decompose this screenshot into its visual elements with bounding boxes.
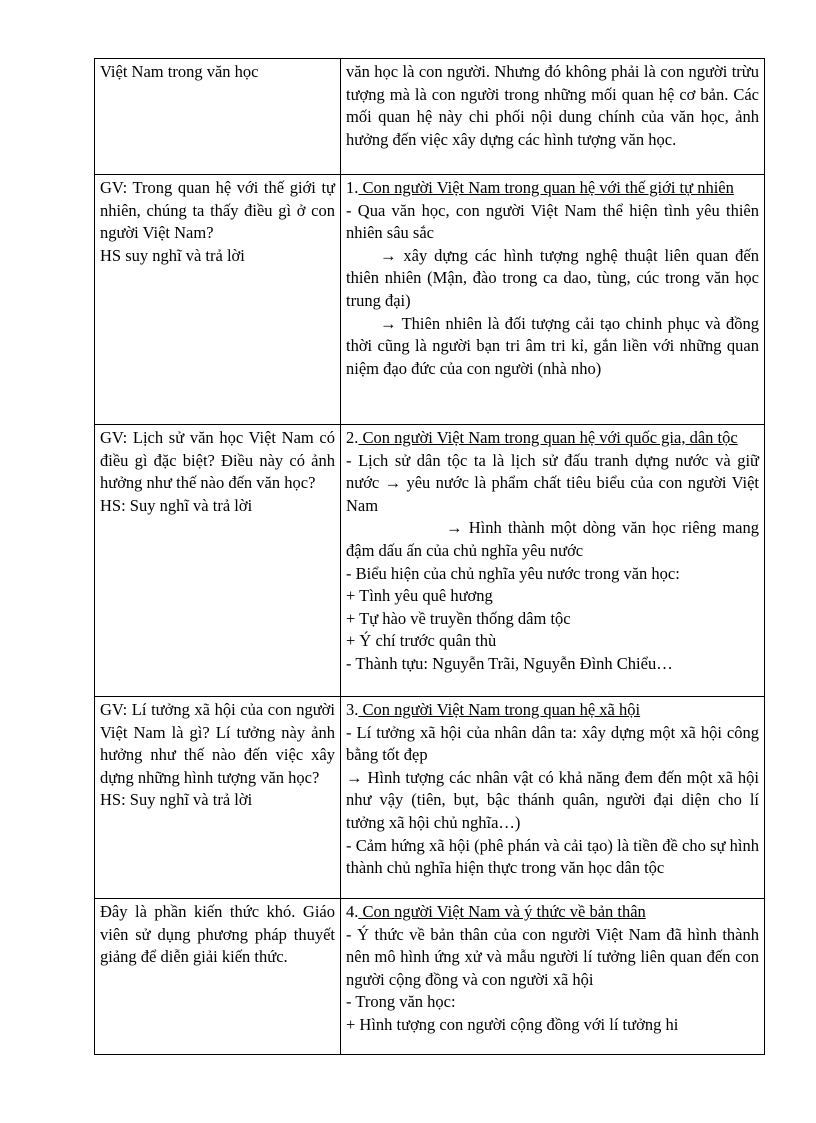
content-paragraph: - Qua văn học, con người Việt Nam thể hiện tình yêu thiên nhiên sâu sắc (346, 200, 759, 243)
content-cell (341, 899, 765, 1055)
activity-response: HS: Suy nghĩ và trả lời (100, 790, 253, 810)
activity-response: HS: Suy nghĩ và trả lời (100, 495, 253, 515)
content-paragraph: + Tự hào về truyền thống dâm tộc (346, 608, 571, 628)
section-heading (346, 427, 759, 450)
content-paragraph: - Cảm hứng xã hội (phê phán và cải tạo) là tiền đề cho sự hình thành chủ nghĩa hiện thực trong văn học dân tộc (346, 835, 759, 878)
activity-question: GV: Trong quan hệ với thế giới tự nhiên, chúng ta thấy điều gì ở con người Việt Nam? (100, 178, 335, 243)
content-paragraph: - Thành tựu: Nguyễn Trãi, Nguyễn Đình Chiểu… (346, 653, 673, 673)
table-row (95, 425, 765, 697)
section-title: Con người Việt Nam trong quan hệ với thế giới tự nhiên (358, 178, 734, 197)
content-paragraph: văn học là con người. Nhưng đó không phải là con người trừu tượng mà là con người trong những mối quan hệ cơ bản. Các mối quan hệ này chi phối nội dung chính của văn học, ảnh hưởng đến việc xây dựng các hình tượng văn học. (346, 62, 759, 149)
section-number: 2. (346, 428, 359, 447)
content-paragraph: → Thiên nhiên là đối tượng cải tạo chinh phục và đồng thời cũng là người bạn tri âm tri kỉ, gắn liền với những quan niệm đạo đức của con người (nhà nho) (346, 313, 759, 378)
table-row (95, 899, 765, 1055)
section-number: 3. (346, 700, 359, 719)
table-row (95, 59, 765, 175)
content-cell (341, 59, 765, 175)
section-title: Con người Việt Nam trong quan hệ với quốc gia, dân tộc (358, 428, 738, 447)
activity-note: Đây là phần kiến thức khó. Giáo viên sử dụng phương pháp thuyết giảng để diễn giải kiến thức. (100, 902, 335, 967)
teacher-activity-cell (95, 175, 341, 425)
section-title: Con người Việt Nam và ý thức về bản thân (358, 902, 646, 921)
lesson-table (94, 58, 765, 1055)
content-paragraph: - Ý thức về bản thân của con người Việt Nam đã hình thành nên mô hình ứng xử và mẫu người lí tưởng liên quan đến con người cộng đồng và con người xã hội (346, 924, 759, 989)
teacher-activity-cell (95, 59, 341, 175)
content-paragraph: - Trong văn học: (346, 992, 456, 1012)
section-heading (346, 901, 759, 924)
activity-question: GV: Lí tưởng xã hội của con người Việt Nam là gì? Lí tưởng này ảnh hưởng như thế nào đến việc xây dựng những hình tượng văn học? (100, 700, 335, 787)
content-paragraph: - Lí tưởng xã hội của nhân dân ta: xây dựng một xã hội công bằng tốt đẹp (346, 722, 759, 765)
section-number: 1. (346, 178, 359, 197)
content-cell (341, 425, 765, 697)
content-paragraph: - Biểu hiện của chủ nghĩa yêu nước trong văn học: (346, 563, 680, 583)
content-paragraph: → xây dựng các hình tượng nghệ thuật liên quan đến thiên nhiên (Mận, đào trong ca dao, tùng, cúc trong văn học trung đại) (346, 245, 759, 310)
section-heading (346, 177, 759, 200)
section-heading (346, 699, 759, 722)
content-paragraph: - Lịch sử dân tộc ta là lịch sử đấu tranh dựng nước và giữ nước → yêu nước là phẩm chất tiêu biểu của con người Việt Nam (346, 450, 759, 515)
teacher-activity-cell (95, 425, 341, 697)
table-row (95, 697, 765, 899)
teacher-activity-cell (95, 899, 341, 1055)
section-number: 4. (346, 902, 359, 921)
section-title: Con người Việt Nam trong quan hệ xã hội (358, 700, 641, 719)
table-row (95, 175, 765, 425)
content-paragraph: + Ý chí trước quân thù (346, 631, 497, 651)
activity-text: Việt Nam trong văn học (100, 62, 259, 81)
content-paragraph: → Hình tượng các nhân vật có khả năng đem đến một xã hội như vậy (tiên, bụt, bậc thánh quân, người đại diện cho lí tưởng xã hội chủ nghĩa…) (346, 767, 759, 832)
content-paragraph: + Tình yêu quê hương (346, 586, 493, 606)
content-paragraph: → Hình thành một dòng văn học riêng mang đậm dấu ấn của chủ nghĩa yêu nước (346, 518, 759, 560)
content-cell (341, 175, 765, 425)
teacher-activity-cell (95, 697, 341, 899)
activity-response: HS suy nghĩ và trả lời (100, 245, 245, 265)
activity-question: GV: Lịch sử văn học Việt Nam có điều gì đặc biệt? Điều này có ảnh hưởng như thế nào đến văn học? (100, 428, 335, 493)
content-paragraph: + Hình tượng con người cộng đồng với lí tưởng hi (346, 1014, 679, 1034)
content-cell (341, 697, 765, 899)
